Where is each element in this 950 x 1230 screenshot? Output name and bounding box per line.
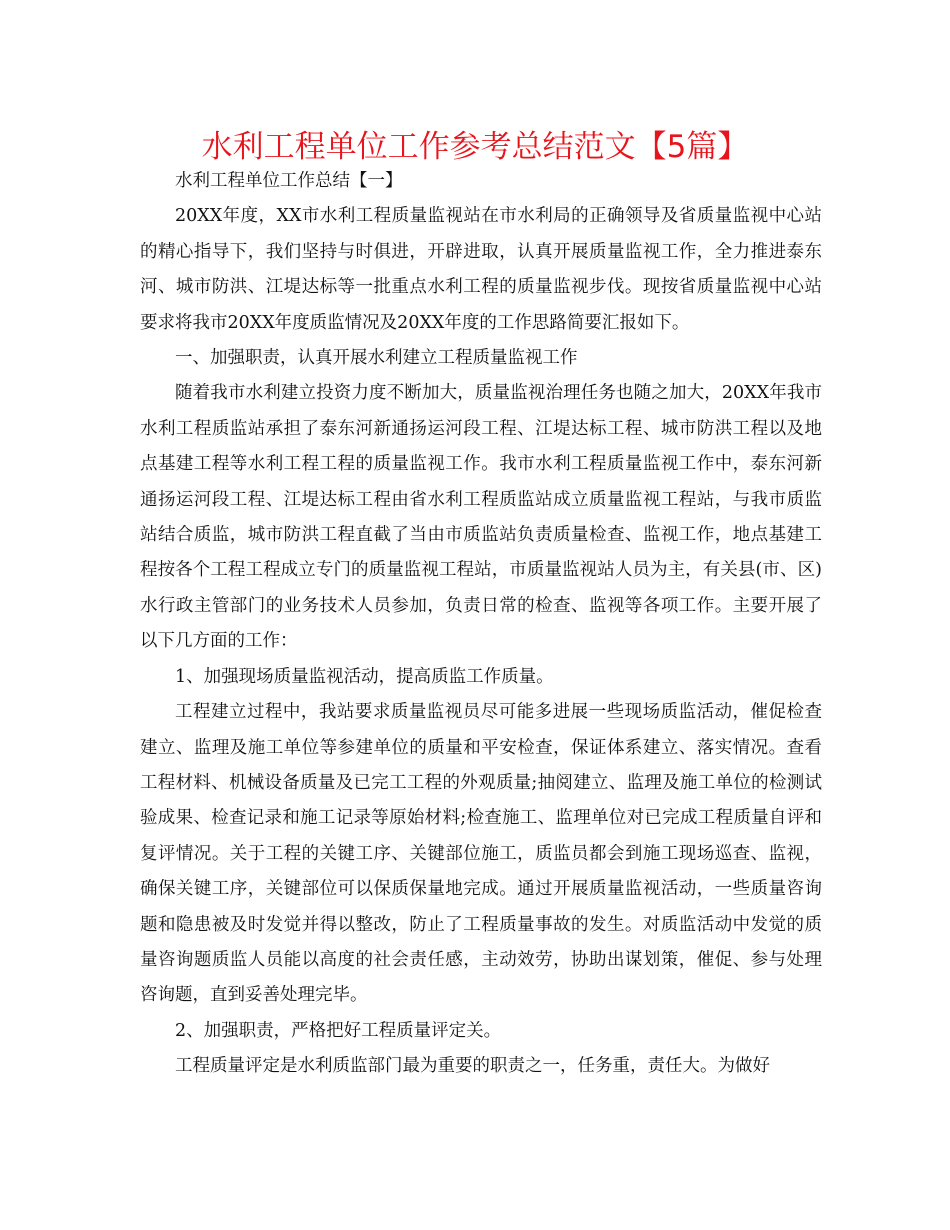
paragraph-investment: 随着我市水利建立投资力度不断加大，质量监视治理任务也随之加大，20XX年我市水利工程质监站承担了泰东河新通扬运河段工程、江堤达标工程、城市防洪工程以及地点基建工程等水利工程工程的质量监视工作。我市水利工程质量监视工作中，泰东河新通扬运河段工程、江堤达标工程由省水利工程质监站成立质量监视工程站，与我市质监站结合质监，城市防洪工程直截了当由市质监站负责质量检查、监视工作，地点基建工程按各个工程工程成立专门的质量监视工程站，市质量监视站人员为主，有关县(市、区)水行政主管部门的业务技术人员参加，负责日常的检查、监视等各项工作。主要开展了以下几方面的工作：: [140, 383, 822, 652]
paragraph-quality-assessment: 工程质量评定是水利质监部门最为重要的职责之一，任务重，责任大。为做好: [175, 1056, 770, 1077]
heading-item-one: 1、加强现场质量监视活动，提高质监工作质量。: [175, 666, 554, 687]
document-title: 水利工程单位工作参考总结范文【5篇】: [201, 129, 749, 165]
paragraph-intro: 20XX年度，XX市水利工程质量监视站在市水利局的正确领导及省质量监视中心站的精心指导下，我们坚持与时俱进，开辟进取，认真开展质量监视工作，全力推进泰东河、城市防洪、江堤达标等一批重点水利工程的质量监视步伐。现按省质量监视中心站要求将我市20XX年度质监情况及20XX年度的工作思路简要汇报如下。: [140, 206, 822, 333]
document-body: [140, 164, 822, 1085]
heading-item-two: 2、加强职责，严格把好工程质量评定关。: [175, 1020, 502, 1041]
paragraph-site-supervision: 工程建立过程中，我站要求质量监视员尽可能多进展一些现场质监活动，催促检查建立、监理及施工单位等参建单位的质量和平安检查，保证体系建立、落实情况。查看工程材料、机械设备质量及已完工工程的外观质量;抽阅建立、监理及施工单位的检测试验成果、检查记录和施工记录等原始材料;检查施工、监理单位对已完成工程质量自评和复评情况。关于工程的关键工序、关键部位施工，质监员都会到施工现场巡查、监视，确保关键工序，关键部位可以保质保量地完成。通过开展质量监视活动，一些质量咨询题和隐患被及时发觉并得以整改，防止了工程质量事故的发生。对质监活动中发觉的质量咨询题质监人员能以高度的社会责任感，主动效劳，协助出谋划策，催促、参与处理咨询题，直到妥善处理完毕。: [140, 702, 822, 1006]
section-subtitle: 水利工程单位工作总结【一】: [175, 171, 403, 191]
heading-section-one: 一、加强职责，认真开展水利建立工程质量监视工作: [175, 348, 578, 369]
